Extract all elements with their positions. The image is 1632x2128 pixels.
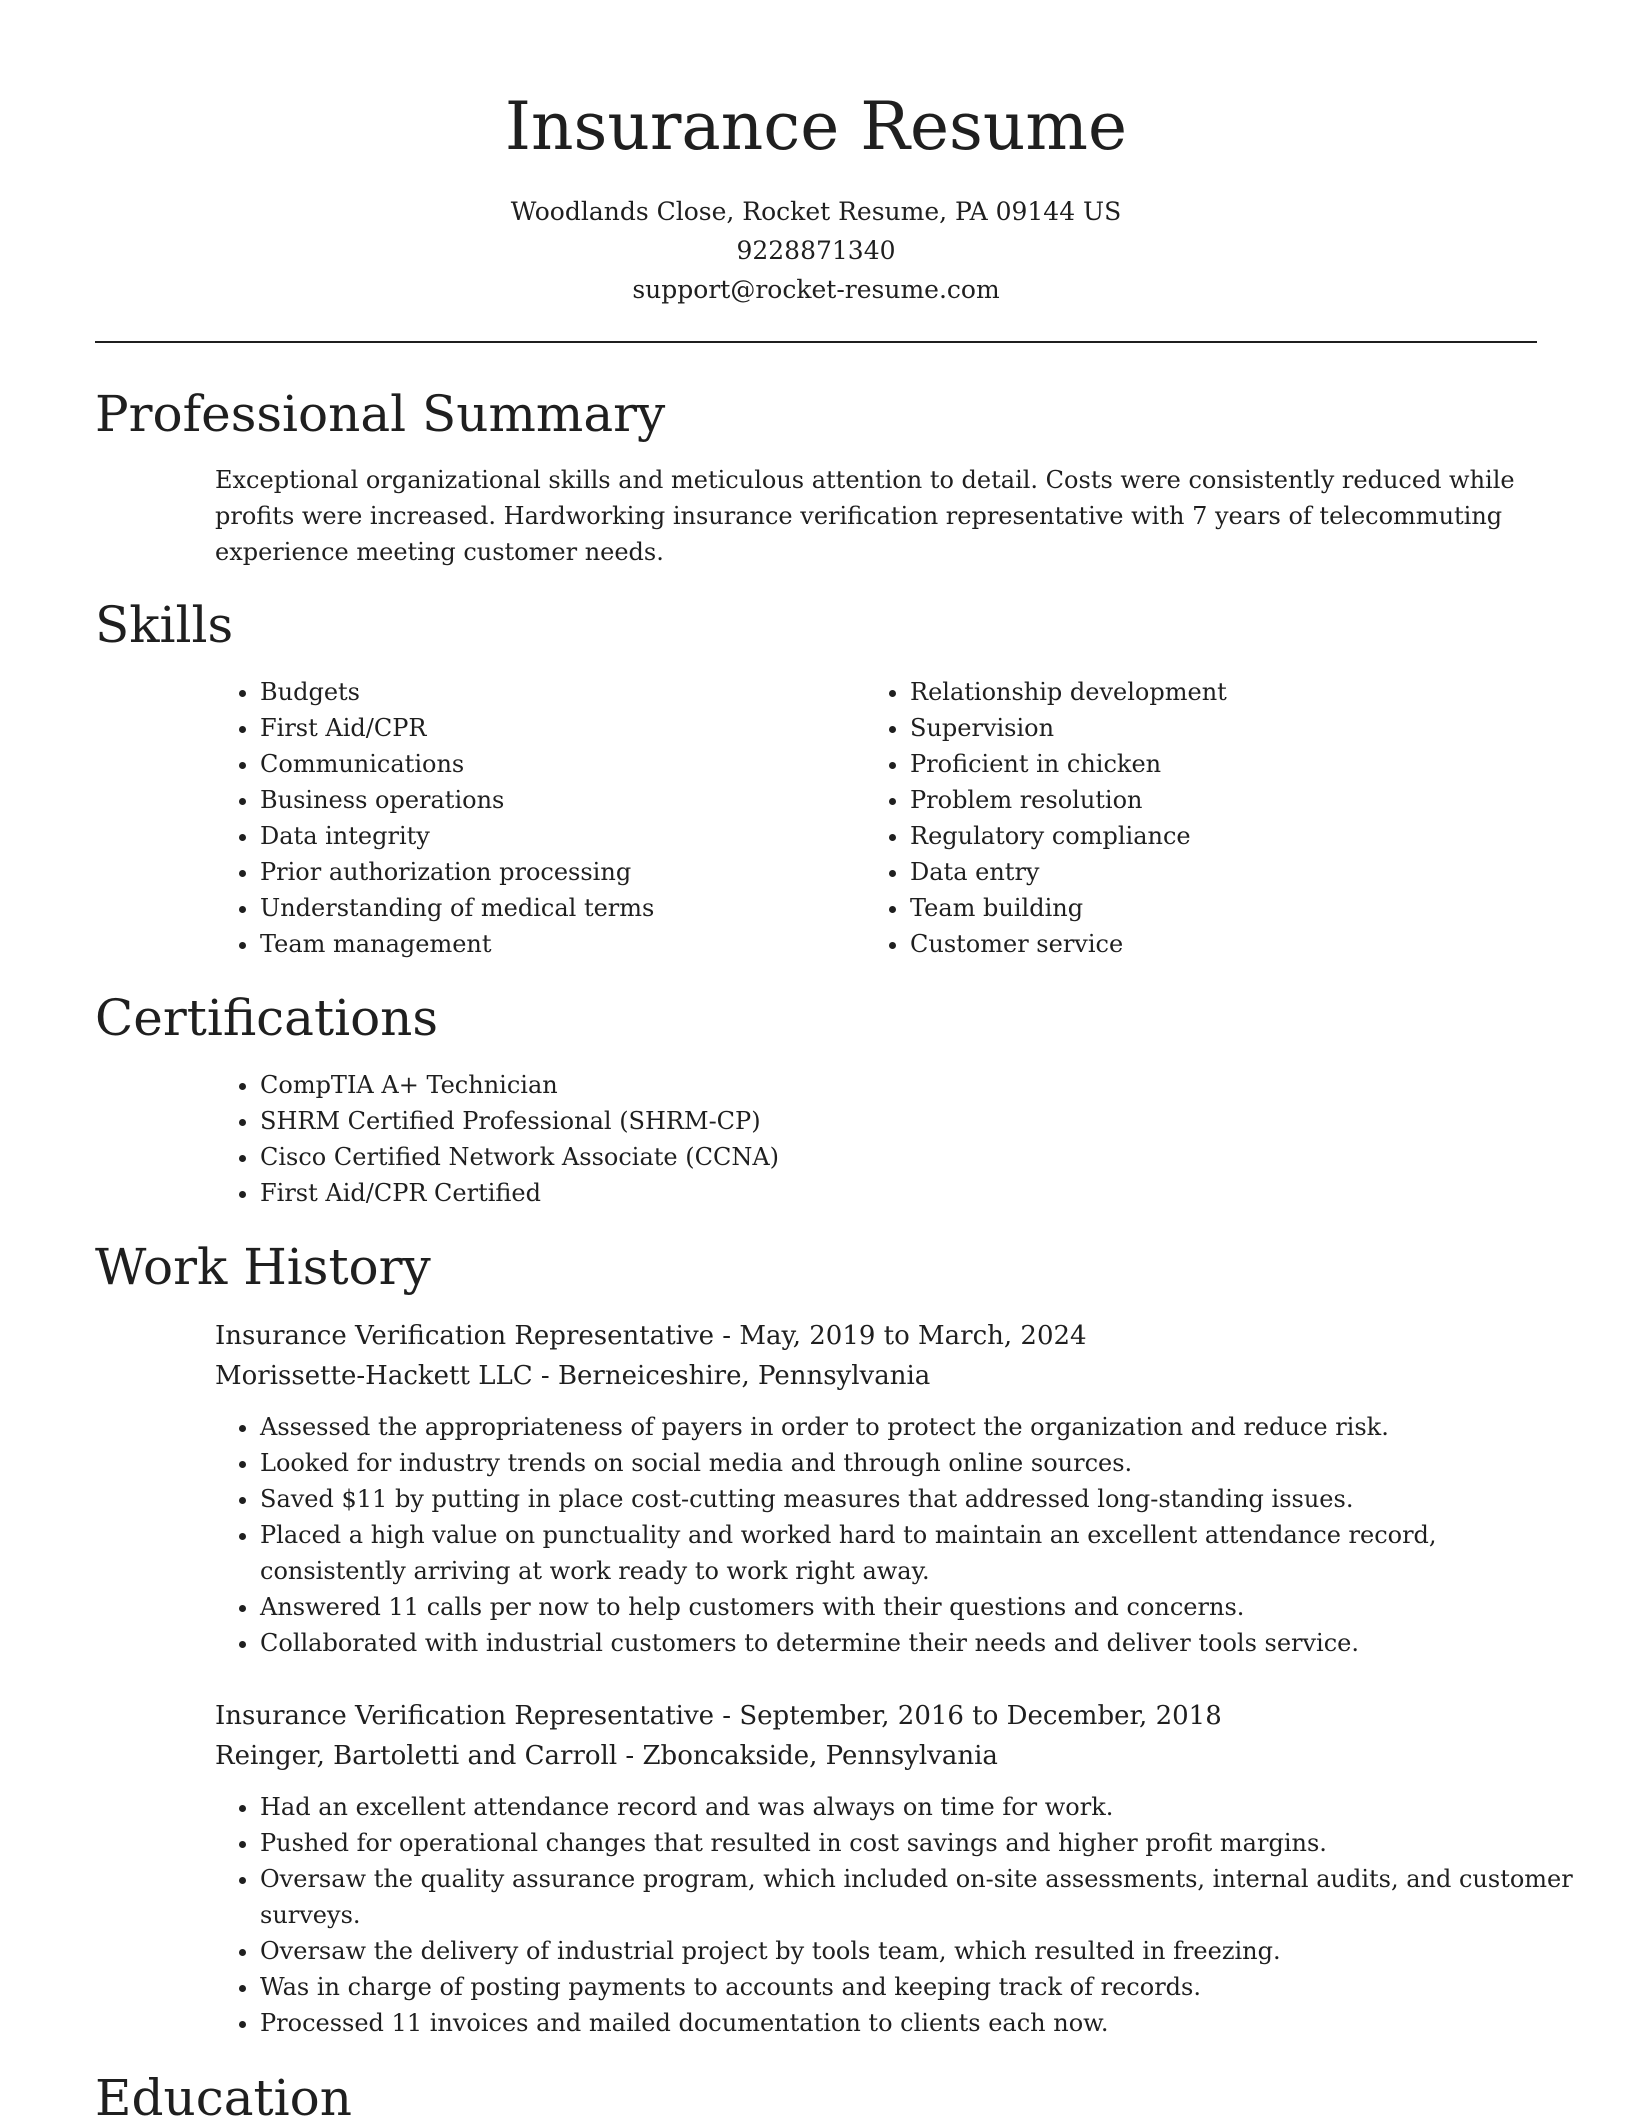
- list-item: • Placed a high value on punctuality and worked hard to maintain an excellent attendance record, consistently arriving at work ready to work right away.: [260, 1517, 1580, 1589]
- list-item: • Communications: [260, 746, 860, 782]
- job-bullets: [215, 1409, 1580, 1661]
- job-dates: - September, 2016 to December, 2018: [714, 1701, 1222, 1731]
- list-item: • Relationship development: [910, 674, 1560, 710]
- phone: 9228871340: [736, 236, 896, 265]
- section-title-skills: Skills: [95, 596, 234, 654]
- skills-list-right: [865, 674, 1560, 962]
- list-item: • Collaborated with industrial customers to determine their needs and deliver tools service.: [260, 1625, 1580, 1661]
- list-item: • Oversaw the quality assurance program, which included on-site assessments, internal audits, and customer surveys.: [260, 1861, 1580, 1933]
- section-title-education: Education: [95, 2069, 352, 2127]
- list-item: • Regulatory compliance: [910, 818, 1560, 854]
- contact-block: [0, 192, 1632, 309]
- skills-list-left: [215, 674, 860, 962]
- email: support@rocket-resume.com: [632, 275, 1000, 304]
- list-item: • First Aid/CPR: [260, 710, 860, 746]
- list-item: • CompTIA A+ Technician: [260, 1067, 1560, 1103]
- list-item: • Customer service: [910, 926, 1560, 962]
- section-title-work-history: Work History: [95, 1238, 431, 1296]
- resume-header: [0, 0, 1632, 309]
- certifications-list: [215, 1067, 1560, 1211]
- list-item: • Prior authorization processing: [260, 854, 860, 890]
- list-item: • Assessed the appropriateness of payers in order to protect the organization and reduce risk.: [260, 1409, 1580, 1445]
- job-company: Reinger, Bartoletti and Carroll: [215, 1741, 618, 1771]
- list-item: • Supervision: [910, 710, 1560, 746]
- list-item: • Saved $11 by putting in place cost-cutting measures that addressed long-standing issues.: [260, 1481, 1580, 1517]
- job-dates: - May, 2019 to March, 2024: [714, 1321, 1087, 1351]
- section-title-certifications: Certifications: [95, 989, 439, 1047]
- list-item: • Processed 11 invoices and mailed documentation to clients each now.: [260, 2005, 1580, 2041]
- job-location: - Zboncakside, Pennsylvania: [617, 1741, 998, 1771]
- job-company-line: [215, 1736, 998, 1776]
- list-item: • Data integrity: [260, 818, 860, 854]
- list-item: • Understanding of medical terms: [260, 890, 860, 926]
- list-item: • Pushed for operational changes that resulted in cost savings and higher profit margins.: [260, 1825, 1580, 1861]
- list-item: • Oversaw the delivery of industrial project by tools team, which resulted in freezing.: [260, 1933, 1580, 1969]
- job-title-line: [215, 1316, 1087, 1356]
- list-item: • Answered 11 calls per now to help customers with their questions and concerns.: [260, 1589, 1580, 1625]
- job-bullets: [215, 1789, 1580, 2041]
- job-role: Insurance Verification Representative: [215, 1701, 715, 1731]
- list-item: • Had an excellent attendance record and was always on time for work.: [260, 1789, 1580, 1825]
- list-item: • Looked for industry trends on social media and through online sources.: [260, 1445, 1580, 1481]
- list-item: • Problem resolution: [910, 782, 1560, 818]
- list-item: • First Aid/CPR Certified: [260, 1175, 1560, 1211]
- list-item: • Data entry: [910, 854, 1560, 890]
- list-item: • Proficient in chicken: [910, 746, 1560, 782]
- address: Woodlands Close, Rocket Resume, PA 09144 US: [510, 197, 1122, 226]
- list-item: • Team building: [910, 890, 1560, 926]
- job-location: - Berneiceshire, Pennsylvania: [532, 1361, 931, 1391]
- list-item: • SHRM Certified Professional (SHRM-CP): [260, 1103, 1560, 1139]
- resume-name: Insurance Resume: [504, 88, 1128, 165]
- section-title-summary: Professional Summary: [95, 385, 666, 443]
- list-item: • Business operations: [260, 782, 860, 818]
- list-item: • Team management: [260, 926, 860, 962]
- job-company-line: [215, 1356, 930, 1396]
- job-title-line: [215, 1696, 1222, 1736]
- list-item: • Was in charge of posting payments to accounts and keeping track of records.: [260, 1969, 1580, 2005]
- header-divider: [95, 341, 1537, 343]
- list-item: • Cisco Certified Network Associate (CCNA): [260, 1139, 1560, 1175]
- job-company: Morissette-Hackett LLC: [215, 1361, 533, 1391]
- summary-text: Exceptional organizational skills and meticulous attention to detail. Costs were consistently reduced while profits were increased. Hardworking insurance verification representative with 7 years of telecommuting experience meeting customer needs.: [215, 466, 1515, 566]
- list-item: • Budgets: [260, 674, 860, 710]
- job-role: Insurance Verification Representative: [215, 1321, 715, 1351]
